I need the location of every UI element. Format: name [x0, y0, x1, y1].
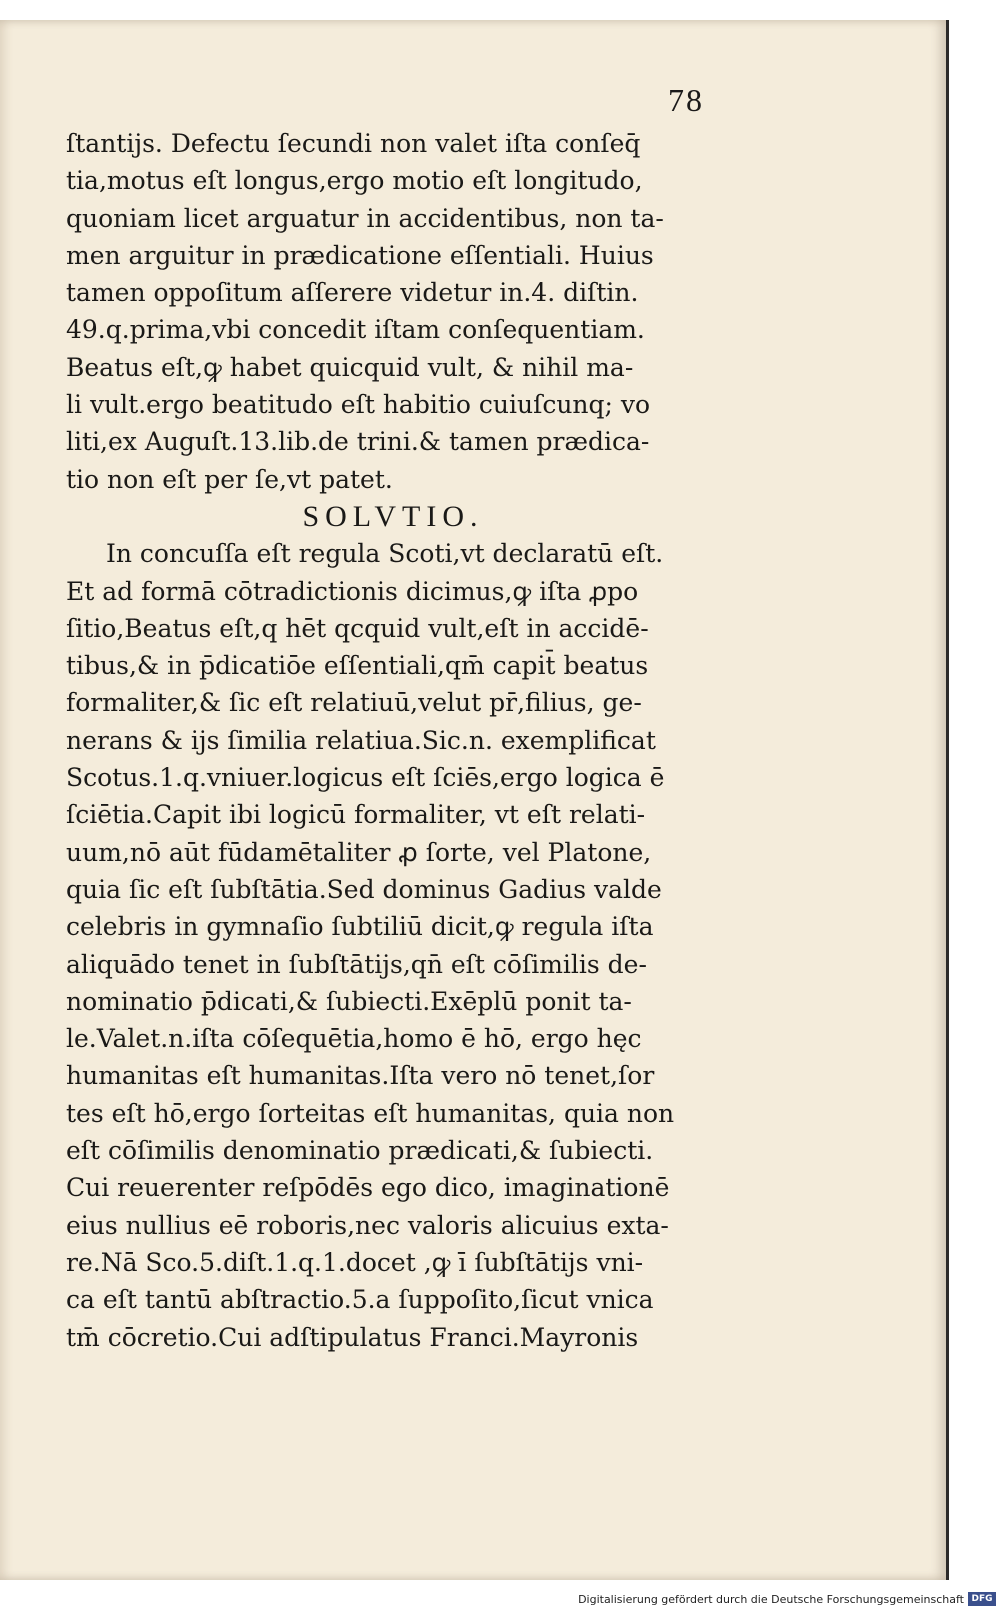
text-line: tm̄ cōcretio.Cui adſtipulatus Franci.Mayronis — [66, 1322, 639, 1352]
section-heading: SOLVTIO. — [302, 499, 484, 533]
footer-credit: Digitalisierung gefördert durch die Deutsche Forschungsgemeinschaft — [578, 1593, 964, 1606]
dfg-logo-icon: DFG — [968, 1592, 996, 1606]
text-line: le.Valet.n.iſta cōſequētia,homo ē hō, ergo hęc — [66, 1024, 642, 1054]
text-line: nominatio p̄dicati,& ſubiecti.Exēplū ponit ta- — [66, 986, 632, 1016]
text-line: quoniam licet arguatur in accidentibus, non ta- — [66, 203, 664, 233]
text-line: tia,motus eſt longus,ergo motio eſt longitudo, — [66, 166, 643, 196]
text-line: Et ad formā cōtradictionis dicimus,ꝙ iſta ꝓpo — [66, 576, 639, 606]
text-line: eſt cōſimilis denominatio prædicati,& ſubiecti. — [66, 1136, 654, 1166]
text-line: ſciētia.Capit ibi logicū formaliter, vt eſt relati- — [66, 800, 646, 830]
text-line: eius nullius eē roboris,nec valoris alicuius exta- — [66, 1210, 669, 1240]
footer-bar — [0, 1590, 1000, 1611]
text-line: li vult.ergo beatitudo eſt habitio cuiuſcunq; vo — [66, 390, 651, 420]
text-line: nerans & ijs ſimilia relatiua.Sic.n. exemplificat — [66, 725, 656, 755]
text-line: Beatus eſt,ꝙ habet quicquid vult, & nihil ma- — [66, 352, 634, 382]
text-line: liti,ex Auguſt.13.lib.de trini.& tamen prædica- — [66, 427, 650, 457]
text-line: re.Nā Sco.5.diſt.1.q.1.docet ,ꝙ ī ſubſtātijs vni- — [66, 1247, 644, 1277]
text-line: Cui reuerenter reſpōdēs ego dico, imaginationē — [66, 1173, 670, 1203]
text-line: 49.q.prima,vbi concedit iſtam conſequentiam. — [66, 315, 645, 345]
text-line: quia ſic eſt ſubſtātia.Sed dominus Gadius valde — [66, 874, 662, 904]
text-line: tamen oppoſitum aſſerere videtur in.4. diſtin. — [66, 278, 639, 308]
text-line: tes eſt hō,ergo ſorteitas eſt humanitas, quia non — [66, 1098, 675, 1128]
text-line: humanitas eſt humanitas.Iſta vero nō tenet,ſor — [66, 1061, 655, 1091]
text-line: men arguitur in prædicatione eſſentiali. Huius — [66, 240, 654, 270]
text-line: ſitio,Beatus eſt,q hēt qcquid vult,eſt in accidē- — [66, 613, 649, 643]
text-line: tio non eſt per ſe,vt patet. — [66, 464, 393, 494]
text-line: Scotus.1.q.vniuer.logicus eſt ſciēs,ergo logica ē — [66, 763, 665, 793]
text-line: ca eſt tantū abſtractio.5.a ſuppoſito,ſicut vnica — [66, 1285, 654, 1315]
page-body-text — [66, 125, 760, 1356]
text-line: tibus,& in p̄dicatiōe eſſentiali,qm̄ capit̄ beatus — [66, 651, 649, 681]
page-number: 78 — [668, 82, 704, 118]
text-line: aliquādo tenet in ſubſtātijs,qn̄ eſt cōſimilis de- — [66, 949, 647, 979]
book-page — [0, 20, 949, 1580]
text-line: In concuſſa eſt regula Scoti,vt declaratū eſt. — [106, 539, 664, 569]
text-line: celebris in gymnaſio ſubtiliū dicit,ꝙ regula iſta — [66, 912, 654, 942]
text-line: formaliter,& ſic eſt relatiuū,velut pr̄,filius, ge- — [66, 688, 642, 718]
text-line: uum,nō aūt fūdamētaliter ꝓ ſorte, vel Platone, — [66, 837, 652, 867]
text-line: ſtantijs. Defectu ſecundi non valet iſta conſeq̄ — [66, 129, 641, 158]
